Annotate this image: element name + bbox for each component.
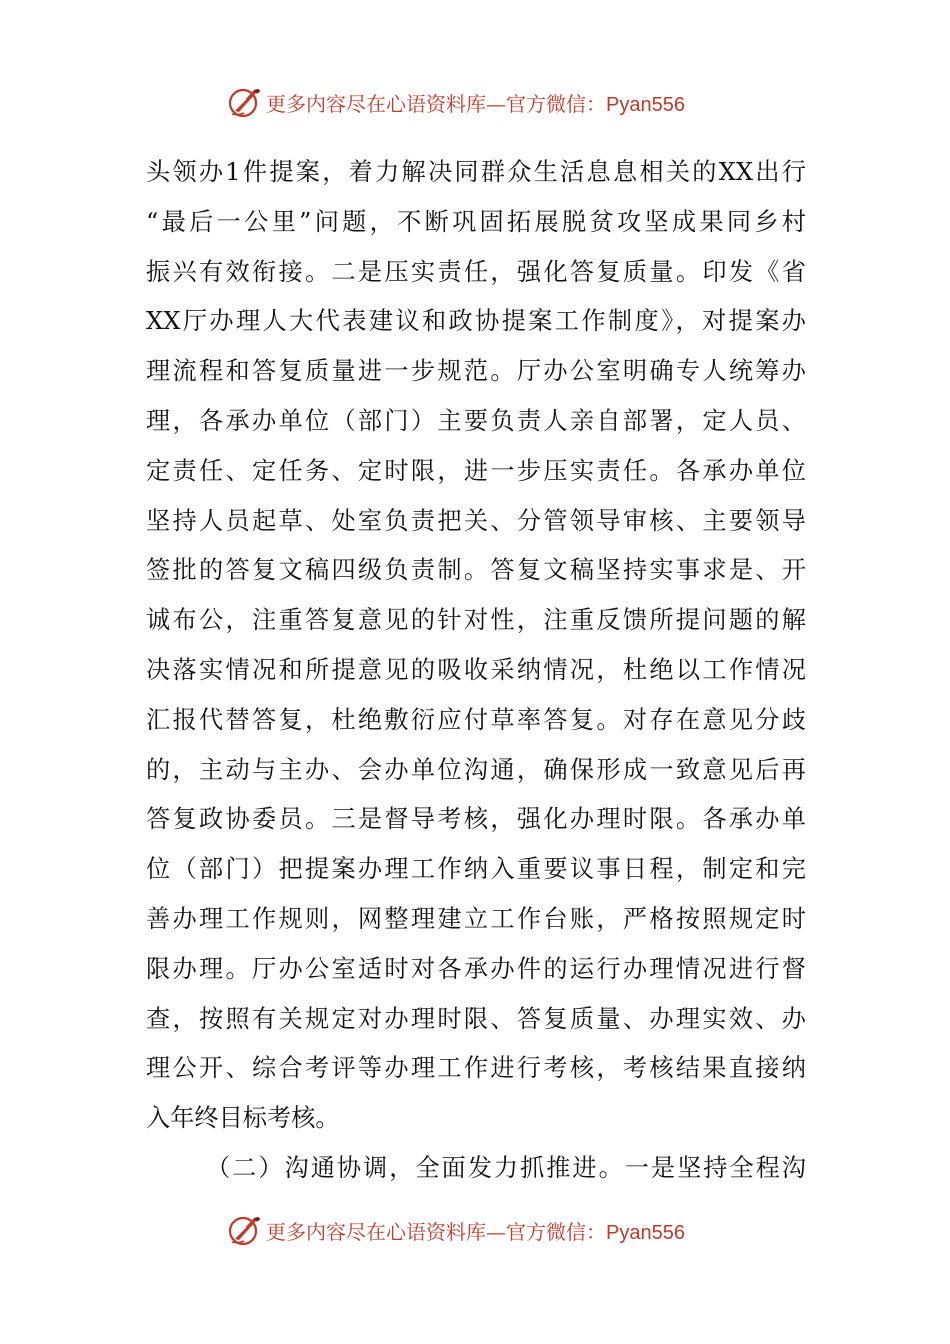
text-line: “最后一公里”问题，不断巩固拓展脱贫攻坚成果同乡村	[146, 207, 806, 236]
text-line: 答复政协委员。三是督导考核，强化办理时限。各承办单	[146, 805, 806, 834]
text-line: 定责任、定任务、定时限，进一步压实责任。各承办单位	[146, 456, 806, 485]
document-body	[146, 148, 806, 1194]
text-line: 振兴有效衔接。二是压实责任，强化答复质量。印发《省	[146, 257, 806, 286]
text-line: 善办理工作规则，网整理建立工作台账，严格按照规定时	[146, 904, 806, 933]
text-line: 决落实情况和所提意见的吸收采纳情况，杜绝以工作情况	[146, 655, 806, 684]
banner-title: 更多内容尽在心语资料库	[266, 91, 486, 116]
text-line: 诚布公，注重答复意见的针对性，注重反馈所提问题的解	[146, 606, 806, 635]
quill-pen-logo-icon	[226, 1212, 262, 1248]
banner-title: 更多内容尽在心语资料库	[266, 1219, 486, 1244]
text-line: 入年终目标考核。	[146, 1104, 340, 1133]
footer-banner	[226, 1212, 746, 1248]
section-heading-line: （二）沟通协调，全面发力抓推进。一是坚持全程沟	[206, 1153, 806, 1182]
header-banner	[226, 84, 746, 120]
text-line: 汇报代替答复，杜绝敷衍应付草率答复。对存在意见分歧	[146, 705, 806, 734]
banner-text	[266, 88, 685, 117]
banner-wechat-id: Pyan556	[606, 1221, 685, 1244]
banner-wechat-label: —官方微信：	[486, 91, 606, 116]
text-line: 位（部门）把提案办理工作纳入重要议事日程，制定和完	[146, 855, 806, 884]
banner-wechat-id: Pyan556	[606, 93, 685, 116]
banner-wechat-label: —官方微信：	[486, 1219, 606, 1244]
text-line: 理，各承办单位（部门）主要负责人亲自部署，定人员、	[146, 406, 806, 435]
text-line: XX厅办理人大代表建议和政协提案工作制度》，对提案办	[146, 307, 806, 336]
text-line: 头领办1件提案，着力解决同群众生活息息相关的XX出行	[146, 158, 806, 186]
text-line: 理流程和答复质量进一步规范。厅办公室明确专人统筹办	[146, 357, 806, 386]
quill-pen-logo-icon	[226, 84, 262, 120]
text-line: 查，按照有关规定对办理时限、答复质量、办理实效、办	[146, 1004, 806, 1033]
text-line: 坚持人员起草、处室负责把关、分管领导审核、主要领导	[146, 506, 806, 535]
banner-text	[266, 1216, 685, 1245]
text-line: 理公开、综合考评等办理工作进行考核，考核结果直接纳	[146, 1054, 806, 1083]
text-line: 的，主动与主办、会办单位沟通，确保形成一致意见后再	[146, 755, 806, 784]
text-line: 限办理。厅办公室适时对各承办件的运行办理情况进行督	[146, 954, 806, 983]
text-line: 签批的答复文稿四级负责制。答复文稿坚持实事求是、开	[146, 556, 806, 585]
